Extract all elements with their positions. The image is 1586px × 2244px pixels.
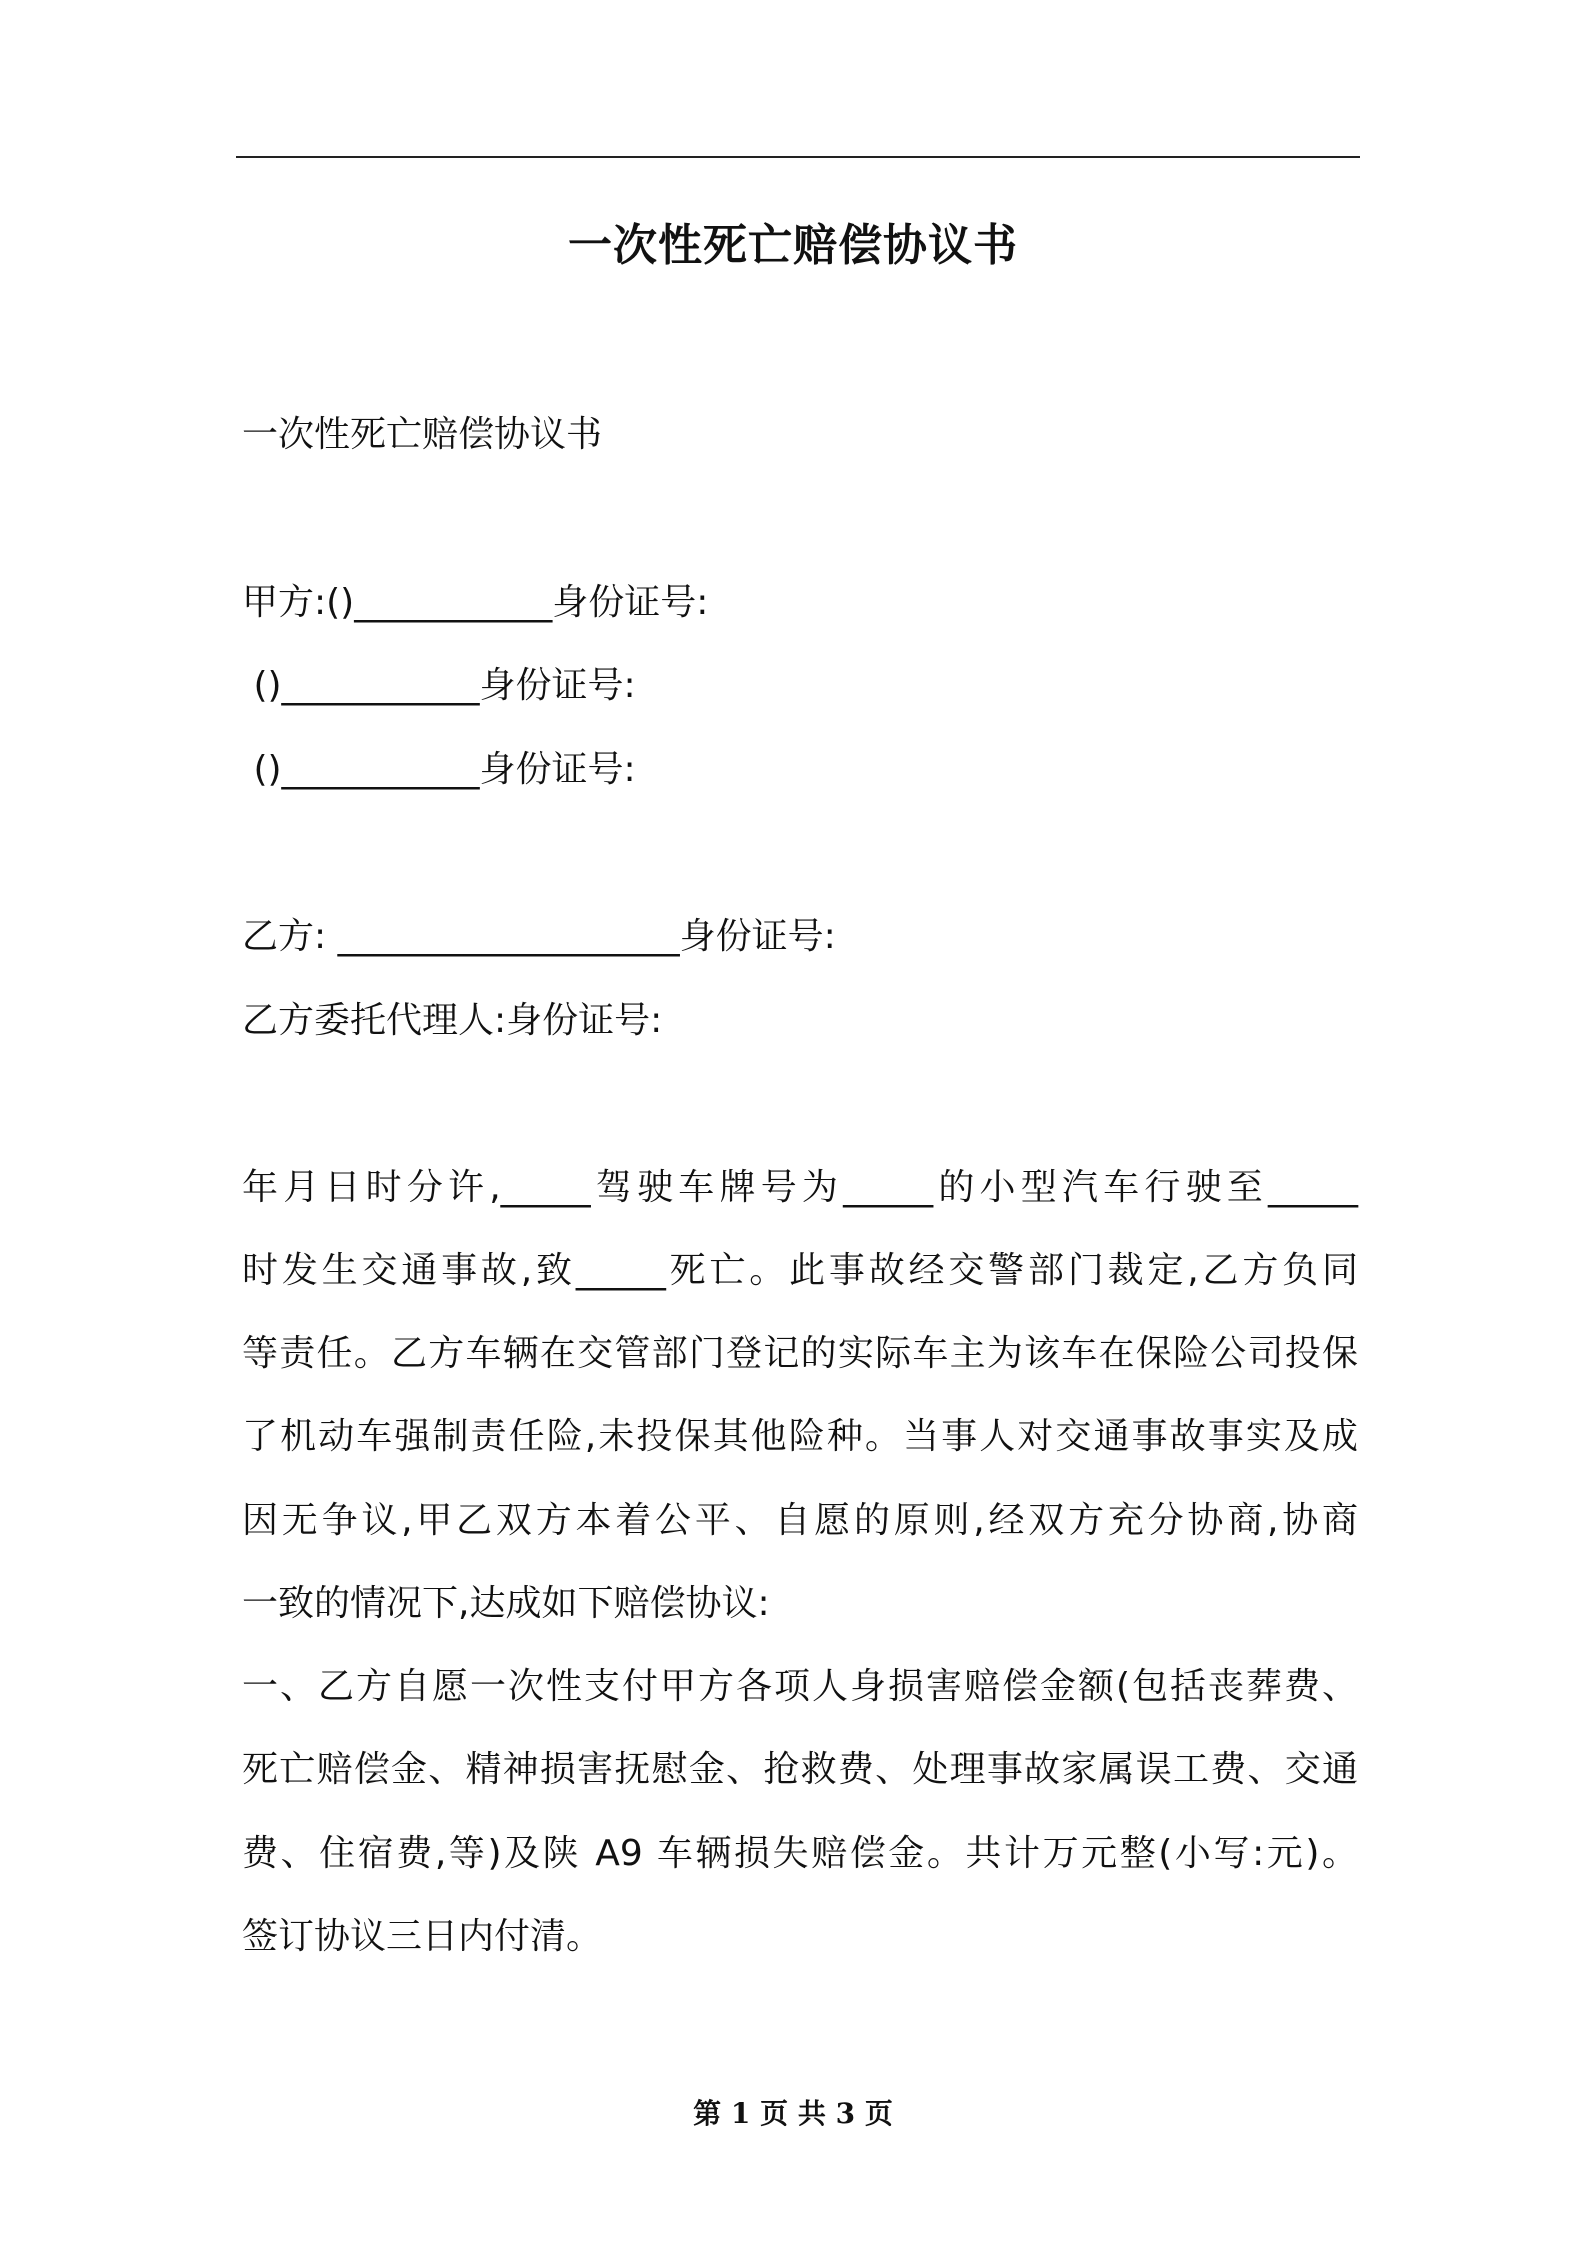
page-number-footer: 第 1 页 共 3 页	[693, 2097, 893, 2130]
clause-line: 签订协议三日内付清。	[242, 1916, 603, 1957]
party-a-line-2: ()___________身份证号:	[242, 665, 636, 706]
party-a-line-1: 甲方:()___________身份证号:	[242, 582, 709, 623]
party-a-line-3: ()___________身份证号:	[242, 749, 636, 790]
header-rule	[236, 156, 1360, 158]
party-b-agent-line: 乙方委托代理人:身份证号:	[242, 1000, 663, 1041]
paragraph-line: 了机动车强制责任险,未投保其他险种。当事人对交通事故事实及成	[242, 1416, 1358, 1457]
clause-line: 一、乙方自愿一次性支付甲方各项人身损害赔偿金额(包括丧葬费、	[242, 1666, 1358, 1707]
clause-line: 费、住宿费,等)及陕 A9 车辆损失赔偿金。共计万元整(小写:元)。	[242, 1833, 1358, 1874]
paragraph-line: 等责任。乙方车辆在交管部门登记的实际车主为该车在保险公司投保	[242, 1333, 1358, 1374]
clause-line: 死亡赔偿金、精神损害抚慰金、抢救费、处理事故家属误工费、交通	[242, 1749, 1358, 1790]
paragraph-line: 时发生交通事故,致_____死亡。此事故经交警部门裁定,乙方负同	[242, 1250, 1358, 1291]
paragraph-line: 年月日时分许,_____驾驶车牌号为_____的小型汽车行驶至_____	[242, 1167, 1358, 1208]
paragraph-line: 因无争议,甲乙双方本着公平、自愿的原则,经双方充分协商,协商	[242, 1500, 1358, 1541]
document-subtitle: 一次性死亡赔偿协议书	[242, 414, 603, 455]
party-b-line-1: 乙方: ___________________身份证号:	[242, 916, 836, 957]
paragraph-line: 一致的情况下,达成如下赔偿协议:	[242, 1583, 770, 1624]
document-title: 一次性死亡赔偿协议书	[568, 220, 1018, 271]
